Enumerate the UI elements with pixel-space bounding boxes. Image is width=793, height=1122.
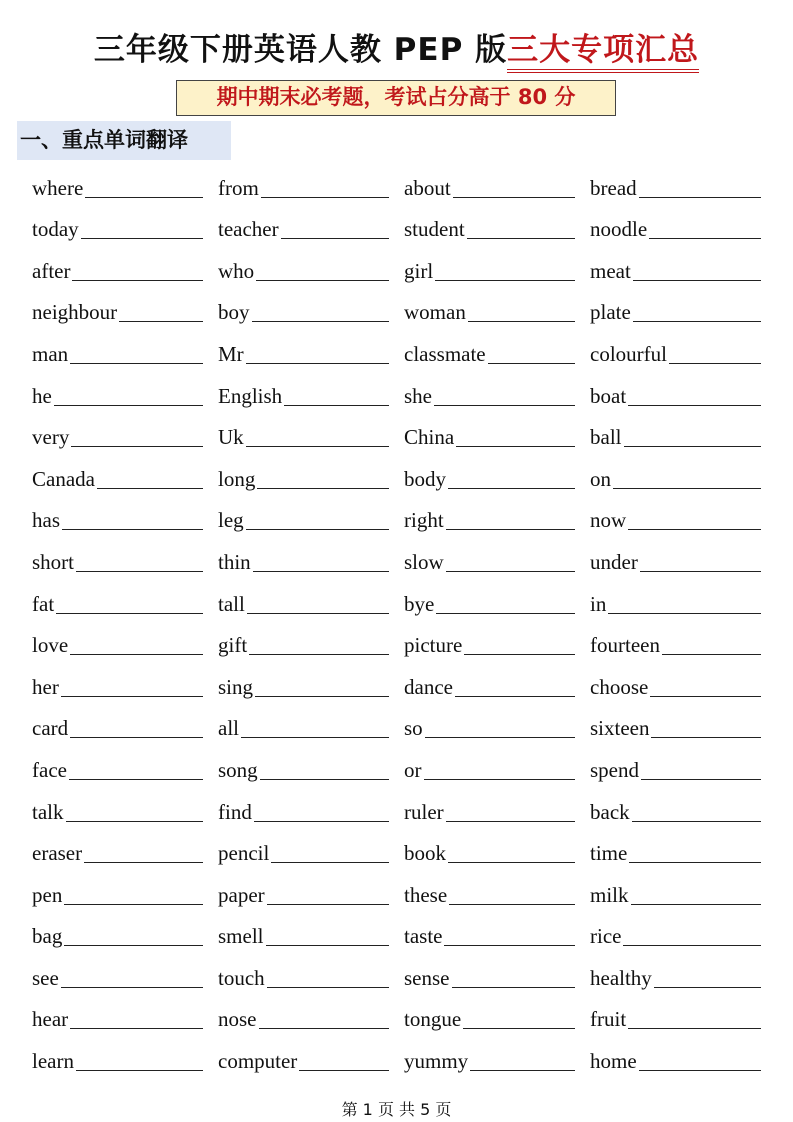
answer-blank[interactable]: [76, 1050, 203, 1071]
answer-blank[interactable]: [628, 385, 761, 406]
answer-blank[interactable]: [650, 676, 761, 697]
word-item: [404, 454, 575, 496]
word-item: [32, 246, 203, 288]
word-item: [404, 371, 575, 413]
answer-blank[interactable]: [271, 842, 389, 863]
section-heading: 一、重点单词翻译: [17, 121, 231, 160]
word-label: milk: [590, 882, 629, 907]
word-item: [218, 371, 389, 413]
word-item: [218, 621, 389, 663]
answer-blank[interactable]: [444, 925, 575, 946]
word-label: where: [32, 175, 84, 200]
word-item: [590, 745, 761, 787]
word-item: [218, 912, 389, 954]
word-label: find: [218, 799, 252, 824]
word-item: [404, 329, 575, 371]
word-label: boy: [218, 300, 250, 325]
answer-blank[interactable]: [613, 468, 761, 489]
word-item: [404, 912, 575, 954]
answer-blank[interactable]: [267, 884, 389, 905]
answer-blank[interactable]: [72, 260, 203, 281]
word-item: [32, 579, 203, 621]
word-label: song: [218, 757, 258, 782]
answer-blank[interactable]: [446, 551, 575, 572]
word-label: body: [404, 466, 446, 491]
word-item: [32, 537, 203, 579]
word-item: [218, 829, 389, 871]
answer-blank[interactable]: [64, 884, 203, 905]
word-label: from: [218, 175, 259, 200]
word-item: [590, 329, 761, 371]
word-item: [404, 579, 575, 621]
word-label: bread: [590, 175, 637, 200]
word-item: [404, 995, 575, 1037]
answer-blank[interactable]: [631, 884, 761, 905]
answer-blank[interactable]: [246, 426, 389, 447]
word-item: [218, 205, 389, 247]
word-item: [590, 662, 761, 704]
word-label: her: [32, 674, 59, 699]
word-item: [32, 1036, 203, 1078]
word-label: smell: [218, 924, 264, 949]
answer-blank[interactable]: [84, 842, 203, 863]
word-label: slow: [404, 549, 444, 574]
answer-blank[interactable]: [641, 759, 761, 780]
answer-blank[interactable]: [448, 842, 575, 863]
word-item: [590, 953, 761, 995]
word-label: colourful: [590, 341, 667, 366]
answer-blank[interactable]: [608, 593, 761, 614]
word-item: [32, 163, 203, 205]
answer-blank[interactable]: [70, 634, 203, 655]
answer-blank[interactable]: [654, 967, 761, 988]
answer-blank[interactable]: [81, 218, 203, 239]
word-item: [32, 704, 203, 746]
answer-blank[interactable]: [446, 509, 575, 530]
answer-blank[interactable]: [85, 177, 203, 198]
word-item: [32, 371, 203, 413]
answer-blank[interactable]: [69, 759, 203, 780]
word-item: [590, 829, 761, 871]
word-item: [404, 413, 575, 455]
word-item: [404, 829, 575, 871]
answer-blank[interactable]: [281, 218, 389, 239]
word-item: [218, 870, 389, 912]
word-label: Uk: [218, 425, 244, 450]
answer-blank[interactable]: [266, 925, 390, 946]
word-translation-grid: [32, 163, 762, 1074]
word-label: very: [32, 425, 70, 450]
answer-blank[interactable]: [669, 343, 761, 364]
answer-blank[interactable]: [434, 385, 575, 406]
word-item: [32, 413, 203, 455]
word-label: back: [590, 799, 630, 824]
word-label: man: [32, 341, 69, 366]
word-label: touch: [218, 965, 265, 990]
word-item: [404, 205, 575, 247]
answer-blank[interactable]: [640, 551, 761, 572]
answer-blank[interactable]: [62, 509, 203, 530]
word-label: book: [404, 841, 446, 866]
word-item: [404, 1036, 575, 1078]
answer-blank[interactable]: [425, 717, 575, 738]
word-label: tall: [218, 591, 245, 616]
answer-blank[interactable]: [249, 634, 389, 655]
word-item: [404, 662, 575, 704]
word-item: [218, 537, 389, 579]
word-label: bag: [32, 924, 63, 949]
page-title: [0, 26, 793, 74]
word-label: home: [590, 1049, 637, 1074]
word-item: [32, 329, 203, 371]
word-item: [404, 953, 575, 995]
word-item: [32, 787, 203, 829]
word-item: [590, 995, 761, 1037]
answer-blank[interactable]: [436, 593, 575, 614]
word-label: about: [404, 175, 451, 200]
word-label: who: [218, 258, 255, 283]
word-item: [218, 787, 389, 829]
word-item: [32, 205, 203, 247]
word-label: neighbour: [32, 300, 118, 325]
word-item: [590, 496, 761, 538]
answer-blank[interactable]: [253, 551, 389, 572]
word-item: [218, 953, 389, 995]
answer-blank[interactable]: [70, 717, 203, 738]
word-label: pencil: [218, 841, 270, 866]
answer-blank[interactable]: [61, 676, 203, 697]
word-label: long: [218, 466, 256, 491]
word-item: [32, 621, 203, 663]
answer-blank[interactable]: [54, 385, 203, 406]
word-label: nose: [218, 1007, 257, 1032]
word-label: tongue: [404, 1007, 462, 1032]
answer-blank[interactable]: [628, 1008, 761, 1029]
word-label: see: [32, 965, 59, 990]
word-label: gift: [218, 633, 248, 658]
answer-blank[interactable]: [259, 1008, 390, 1029]
word-item: [590, 205, 761, 247]
title-highlight: 三大专项汇总: [507, 32, 699, 73]
word-item: [590, 163, 761, 205]
answer-blank[interactable]: [488, 343, 575, 364]
word-label: has: [32, 508, 60, 533]
word-label: hear: [32, 1007, 69, 1032]
word-label: time: [590, 841, 628, 866]
word-label: sixteen: [590, 716, 650, 741]
word-item: [404, 621, 575, 663]
word-label: card: [32, 716, 69, 741]
word-label: computer: [218, 1049, 298, 1074]
word-label: boat: [590, 383, 627, 408]
word-label: yummy: [404, 1049, 469, 1074]
word-label: fruit: [590, 1007, 627, 1032]
answer-blank[interactable]: [639, 177, 761, 198]
word-item: [404, 246, 575, 288]
word-label: fat: [32, 591, 55, 616]
word-item: [590, 579, 761, 621]
word-item: [218, 163, 389, 205]
answer-blank[interactable]: [246, 343, 389, 364]
word-item: [590, 1036, 761, 1078]
word-label: eraser: [32, 841, 83, 866]
word-label: noodle: [590, 217, 648, 242]
word-item: [590, 537, 761, 579]
word-item: [32, 288, 203, 330]
word-item: [218, 1036, 389, 1078]
answer-blank[interactable]: [97, 468, 203, 489]
word-item: [218, 288, 389, 330]
word-label: talk: [32, 799, 64, 824]
answer-blank[interactable]: [257, 468, 389, 489]
word-label: Mr: [218, 341, 244, 366]
answer-blank[interactable]: [70, 1008, 203, 1029]
answer-blank[interactable]: [267, 967, 389, 988]
word-label: today: [32, 217, 79, 242]
word-item: [32, 995, 203, 1037]
word-item: [404, 870, 575, 912]
answer-blank[interactable]: [446, 801, 575, 822]
answer-blank[interactable]: [455, 676, 575, 697]
word-item: [218, 496, 389, 538]
answer-blank[interactable]: [632, 801, 761, 822]
word-item: [32, 454, 203, 496]
answer-blank[interactable]: [260, 759, 389, 780]
answer-blank[interactable]: [449, 884, 575, 905]
word-label: choose: [590, 674, 649, 699]
word-item: [404, 163, 575, 205]
word-item: [590, 870, 761, 912]
answer-blank[interactable]: [633, 301, 761, 322]
answer-blank[interactable]: [633, 260, 761, 281]
word-label: healthy: [590, 965, 652, 990]
word-item: [590, 288, 761, 330]
word-item: [590, 454, 761, 496]
answer-blank[interactable]: [662, 634, 761, 655]
answer-blank[interactable]: [64, 925, 203, 946]
answer-blank[interactable]: [255, 676, 389, 697]
answer-blank[interactable]: [246, 509, 389, 530]
word-label: Canada: [32, 466, 95, 491]
answer-blank[interactable]: [649, 218, 761, 239]
word-item: [590, 413, 761, 455]
word-label: taste: [404, 924, 443, 949]
answer-blank[interactable]: [284, 385, 389, 406]
answer-blank[interactable]: [71, 426, 203, 447]
word-label: all: [218, 716, 239, 741]
word-item: [218, 662, 389, 704]
word-label: these: [404, 882, 448, 907]
answer-blank[interactable]: [66, 801, 204, 822]
answer-blank[interactable]: [247, 593, 389, 614]
word-label: spend: [590, 757, 639, 782]
word-item: [218, 329, 389, 371]
answer-blank[interactable]: [623, 925, 761, 946]
answer-blank[interactable]: [70, 343, 203, 364]
word-item: [218, 246, 389, 288]
word-item: [32, 496, 203, 538]
word-item: [590, 787, 761, 829]
word-label: thin: [218, 549, 251, 574]
word-item: [404, 787, 575, 829]
word-label: rice: [590, 924, 622, 949]
answer-blank[interactable]: [464, 634, 575, 655]
word-label: on: [590, 466, 611, 491]
word-label: ruler: [404, 799, 444, 824]
word-item: [218, 454, 389, 496]
answer-blank[interactable]: [639, 1050, 761, 1071]
answer-blank[interactable]: [470, 1050, 575, 1071]
word-item: [590, 371, 761, 413]
word-item: [218, 745, 389, 787]
word-label: under: [590, 549, 638, 574]
word-label: English: [218, 383, 283, 408]
answer-blank[interactable]: [651, 717, 761, 738]
answer-blank[interactable]: [256, 260, 389, 281]
word-label: fourteen: [590, 633, 660, 658]
word-label: teacher: [218, 217, 279, 242]
answer-blank[interactable]: [252, 301, 390, 322]
word-label: love: [32, 633, 69, 658]
answer-blank[interactable]: [448, 468, 575, 489]
answer-blank[interactable]: [261, 177, 389, 198]
answer-blank[interactable]: [424, 759, 576, 780]
word-label: short: [32, 549, 74, 574]
word-label: ball: [590, 425, 622, 450]
word-item: [32, 662, 203, 704]
word-label: right: [404, 508, 444, 533]
word-label: so: [404, 716, 423, 741]
answer-blank[interactable]: [452, 967, 576, 988]
word-label: pen: [32, 882, 63, 907]
word-item: [590, 912, 761, 954]
answer-blank[interactable]: [628, 509, 761, 530]
word-label: she: [404, 383, 432, 408]
answer-blank[interactable]: [61, 967, 203, 988]
word-item: [218, 995, 389, 1037]
word-item: [590, 704, 761, 746]
word-label: China: [404, 425, 455, 450]
word-label: dance: [404, 674, 453, 699]
word-item: [218, 413, 389, 455]
word-label: picture: [404, 633, 463, 658]
word-item: [404, 704, 575, 746]
answer-blank[interactable]: [254, 801, 389, 822]
word-label: in: [590, 591, 607, 616]
word-item: [32, 745, 203, 787]
word-label: plate: [590, 300, 631, 325]
word-item: [218, 579, 389, 621]
word-item: [590, 246, 761, 288]
answer-blank[interactable]: [56, 593, 203, 614]
word-label: leg: [218, 508, 244, 533]
word-item: [218, 704, 389, 746]
word-item: [590, 621, 761, 663]
subtitle-banner: 期中期末必考题，考试占分高于 80 分: [176, 80, 616, 116]
answer-blank[interactable]: [456, 426, 575, 447]
word-label: learn: [32, 1049, 74, 1074]
answer-blank[interactable]: [467, 218, 575, 239]
word-label: student: [404, 217, 465, 242]
answer-blank[interactable]: [241, 717, 389, 738]
word-item: [404, 745, 575, 787]
answer-blank[interactable]: [463, 1008, 575, 1029]
word-item: [32, 912, 203, 954]
word-label: meat: [590, 258, 631, 283]
title-main: 三年级下册英语人教 PEP 版: [93, 32, 508, 68]
page-footer: 第 1 页 共 5 页: [341, 1100, 452, 1119]
word-label: woman: [404, 300, 466, 325]
word-label: sense: [404, 965, 450, 990]
word-label: face: [32, 757, 67, 782]
answer-blank[interactable]: [76, 551, 203, 572]
word-item: [404, 288, 575, 330]
word-item: [32, 829, 203, 871]
word-item: [32, 953, 203, 995]
word-label: sing: [218, 674, 254, 699]
word-label: girl: [404, 258, 434, 283]
word-item: [404, 537, 575, 579]
word-item: [404, 496, 575, 538]
answer-blank[interactable]: [119, 301, 203, 322]
answer-blank[interactable]: [624, 426, 762, 447]
word-label: he: [32, 383, 52, 408]
word-label: or: [404, 757, 422, 782]
word-item: [32, 870, 203, 912]
answer-blank[interactable]: [629, 842, 761, 863]
word-label: classmate: [404, 341, 486, 366]
word-label: now: [590, 508, 627, 533]
answer-blank[interactable]: [453, 177, 575, 198]
word-label: paper: [218, 882, 265, 907]
answer-blank[interactable]: [435, 260, 575, 281]
answer-blank[interactable]: [468, 301, 575, 322]
word-label: after: [32, 258, 71, 283]
word-label: bye: [404, 591, 435, 616]
answer-blank[interactable]: [299, 1050, 389, 1071]
